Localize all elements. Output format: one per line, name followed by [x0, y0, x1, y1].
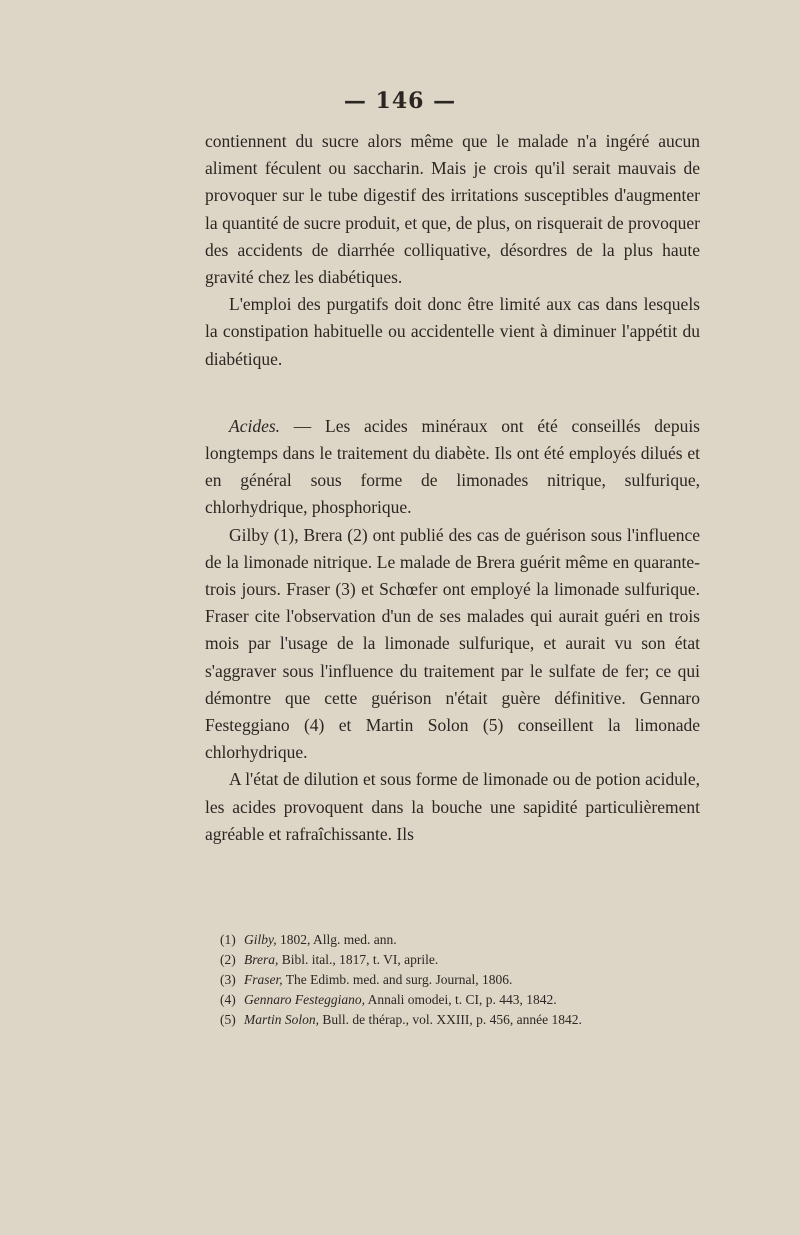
footnote-author: Gilby, — [244, 932, 277, 947]
body-text — [205, 128, 700, 848]
footnote-number: (1) — [220, 932, 236, 947]
paragraph-acids-intro-text: — Les acides minéraux ont été conseillés depuis longtemps dans le traitement du diabète. Ils ont été employés dilués et en général sous forme de limonades nitrique, sulfurique, chlorhydrique, phosphorique. — [205, 415, 700, 518]
footnote — [220, 950, 710, 970]
footnote-author: Fraser, — [244, 972, 283, 987]
footnotes — [220, 930, 710, 1030]
paragraph-purgatives: L'emploi des purgatifs doit donc être limité aux cas dans lesquels la constipation habituelle ou accidentelle vient à diminuer l'appétit du diabétique. — [205, 294, 700, 369]
footnote-number: (5) — [220, 1012, 236, 1027]
section-heading-acides: Acides. — [229, 415, 281, 436]
footnote-text: 1802, Allg. med. ann. — [276, 932, 397, 947]
paragraph-dilution: A l'état de dilution et sous forme de limonade ou de potion acidule, les acides provoquent dans la bouche une sapidité particulièrement agréable et rafraîchissante. Ils — [205, 769, 700, 844]
page-number: — 146 — — [343, 88, 457, 114]
footnote-text: Annali omodei, t. CI, p. 443, 1842. — [364, 992, 557, 1007]
footnote-text: Bull. de thérap., vol. XXIII, p. 456, année 1842. — [319, 1012, 582, 1027]
footnote — [220, 970, 710, 990]
footnote-text: The Edimb. med. and surg. Journal, 1806. — [282, 972, 513, 987]
footnote-text: Bibl. ital., 1817, t. VI, aprile. — [278, 952, 439, 967]
footnote-number: (3) — [220, 972, 236, 987]
paragraph-case-reports: Gilby (1), Brera (2) ont publié des cas de guérison sous l'influence de la limonade nitrique. Le malade de Brera guérit même en quarante-trois jours. Fraser (3) et Schœfer ont employé la limonade sulfurique. Fraser cite l'observation d'un de ses malades qui aurait guéri en trois mois par l'usage de la limonade sulfurique, et aurait vu son état s'aggraver sous l'influence du traitement par le sulfate de fer; ce qui démontre que cette guérison n'était guère définitive. Gennaro Festeggiano (4) et Martin Solon (5) conseillent la limonade chlorhydrique. — [205, 524, 700, 763]
paragraph-sugar-irritation: contiennent du sucre alors même que le malade n'a ingéré aucun aliment féculent ou saccharin. Mais je crois qu'il serait mauvais de provoquer sur le tube digestif des irritations susceptibles d'augmenter la quantité de sucre produit, et que, de plus, on risquerait de provoquer des accidents de diarrhée colliquative, désordres de la plus haute gravité chez les diabétiques. — [205, 131, 700, 288]
footnote — [220, 1010, 710, 1030]
footnote-author: Gennaro Festeggiano, — [244, 992, 365, 1007]
footnote-author: Martin Solon, — [244, 1012, 320, 1027]
footnote — [220, 990, 710, 1010]
paragraph-acids-intro — [205, 413, 700, 522]
footnote — [220, 930, 710, 950]
footnote-author: Brera, — [244, 952, 279, 967]
footnote-number: (2) — [220, 952, 236, 967]
footnote-number: (4) — [220, 992, 236, 1007]
